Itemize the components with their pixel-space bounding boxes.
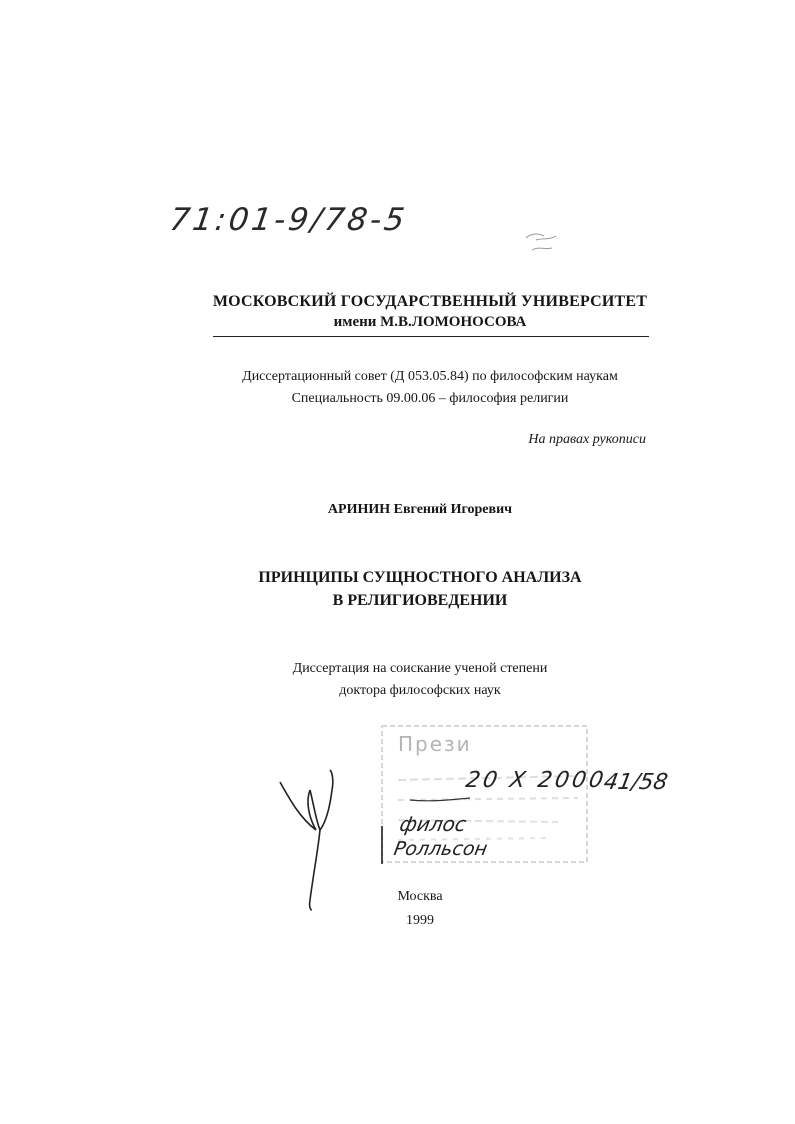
handwritten-word-1: филос [397, 812, 469, 836]
stamp-text: Прези [398, 732, 472, 756]
handwritten-number: 41/58 [601, 770, 670, 795]
city: Москва [397, 889, 443, 904]
handwritten-catalog-code: 71:01-9/78-5 [167, 202, 410, 238]
degree-line-1: Диссертация на соискание ученой степени [292, 661, 548, 676]
handwritten-word-2: Ролльсон [392, 838, 490, 860]
title-line-2: В РЕЛИГИОВЕДЕНИИ [332, 592, 508, 609]
faint-pencil-mark [522, 228, 562, 258]
title-line-1: ПРИНЦИПЫ СУЩНОСТНОГО АНАЛИЗА [258, 569, 582, 586]
university-block [210, 293, 650, 331]
university-name: МОСКОВСКИЙ ГОСУДАРСТВЕННЫЙ УНИВЕРСИТЕТ [212, 293, 648, 310]
specialty-line: Специальность 09.00.06 – философия религии [291, 391, 569, 406]
handwritten-date: 20 X 2000 [463, 768, 609, 793]
degree-line-2: доктора философских наук [339, 683, 501, 698]
dissertation-council [150, 366, 710, 410]
place-and-year [320, 885, 520, 933]
council-line: Диссертационный совет (Д 053.05.84) по философским наукам [242, 369, 618, 384]
year: 1999 [406, 913, 434, 928]
author-name: АРИНИН Евгений Игоревич [327, 502, 513, 517]
university-named-after: имени М.В.ЛОМОНОСОВА [333, 314, 527, 330]
university-underline [213, 336, 649, 337]
dissertation-title [180, 566, 660, 612]
manuscript-rights-note: На правах рукописи [528, 432, 646, 447]
degree-statement [200, 658, 640, 702]
